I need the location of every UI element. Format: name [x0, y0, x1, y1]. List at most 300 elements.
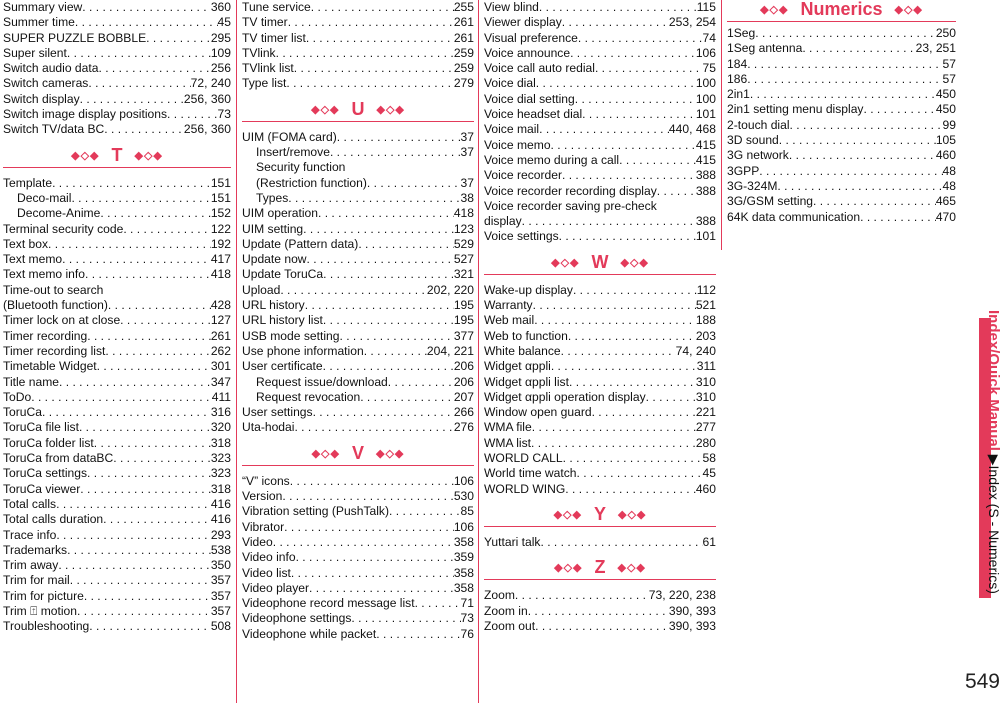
entry-term: Widget αppli operation display — [484, 389, 646, 404]
entry-page-numbers: 38 — [460, 190, 474, 205]
leader-dots — [123, 222, 211, 237]
entry-term: Text memo info — [3, 267, 85, 282]
index-entry — [484, 451, 716, 466]
leader-dots — [577, 466, 703, 481]
entry-page-numbers: 204, 221 — [426, 343, 474, 358]
leader-dots — [120, 313, 211, 328]
index-entry — [242, 627, 474, 642]
entry-page-numbers: 323 — [210, 466, 231, 481]
leader-dots — [646, 390, 696, 405]
leader-dots — [146, 31, 211, 46]
leader-dots — [570, 46, 696, 61]
entry-term: Visual preference — [484, 30, 578, 45]
leader-dots — [67, 543, 211, 558]
leader-dots — [306, 31, 454, 46]
index-entry — [484, 214, 716, 229]
entry-page-numbers: 388 — [695, 214, 716, 229]
entry-page-numbers: 57 — [942, 71, 956, 86]
entry-page-numbers: 61 — [702, 534, 716, 549]
entry-page-numbers: 357 — [210, 603, 231, 618]
entry-term: ToruCa settings — [3, 466, 88, 481]
entry-page-numbers: 99 — [942, 117, 956, 132]
index-entry — [484, 420, 716, 435]
entry-term: Version — [242, 489, 283, 504]
leader-dots — [294, 420, 453, 435]
leader-dots — [657, 184, 696, 199]
entry-term: Trim ⍐ motion — [3, 603, 78, 618]
index-entry — [242, 359, 474, 374]
entry-term: Voice headset dial — [484, 107, 583, 122]
entry-list — [3, 0, 231, 138]
entry-page-numbers: 388 — [695, 183, 716, 198]
entry-page-numbers: 261 — [453, 30, 474, 45]
section-header-numerics: ◆◇◆ Numerics ◆◇◆ — [727, 0, 956, 26]
index-entry — [242, 298, 474, 313]
leader-dots — [573, 283, 697, 298]
entry-page-numbers: 416 — [210, 512, 231, 527]
entry-page-numbers: 301 — [210, 359, 231, 374]
entry-term: Widget αppli list — [484, 374, 569, 389]
entry-page-numbers: 279 — [453, 76, 474, 91]
index-entry — [3, 122, 231, 137]
index-entry — [3, 0, 231, 15]
index-entry — [242, 520, 474, 535]
index-entry — [484, 482, 716, 497]
index-entry — [3, 589, 231, 604]
entry-page-numbers: 221 — [695, 405, 716, 420]
entry-term: Summer time — [3, 15, 75, 30]
entry-page-numbers: 350 — [210, 558, 231, 573]
entry-page-numbers: 358 — [453, 565, 474, 580]
entry-term: SUPER PUZZLE BOBBLE — [3, 30, 147, 45]
index-entry — [242, 329, 474, 344]
entry-page-numbers: 105 — [935, 133, 956, 148]
index-entry — [242, 130, 474, 145]
entry-page-numbers: 195 — [453, 313, 474, 328]
index-entry — [242, 283, 474, 298]
entry-term: Web to function — [484, 328, 568, 343]
leader-dots — [535, 619, 669, 634]
entry-term: URL history list — [242, 313, 323, 328]
entry-page-numbers: 127 — [210, 313, 231, 328]
entry-page-numbers: 280 — [695, 435, 716, 450]
entry-page-numbers: 48 — [942, 178, 956, 193]
leader-dots — [113, 451, 211, 466]
side-tab-label: Index/Quick Manual ▶Index (S - Numerics) — [985, 310, 1002, 594]
entry-term: “V” icons — [242, 473, 290, 488]
leader-dots — [578, 31, 703, 46]
entry-list — [242, 0, 474, 92]
entry-term: Use phone information — [242, 343, 364, 358]
index-entry — [727, 133, 956, 148]
entry-term: 3G/GSM setting — [727, 194, 814, 209]
entry-page-numbers: 428 — [210, 298, 231, 313]
leader-dots — [515, 588, 649, 603]
entry-term: 2-touch dial — [727, 117, 790, 132]
entry-page-numbers: 388 — [695, 168, 716, 183]
entry-page-numbers: 253, 254 — [668, 15, 716, 30]
section-header-t: ◆◇◆ T ◆◇◆ — [3, 138, 231, 176]
leader-dots — [562, 15, 669, 30]
entry-term: Insert/remove — [256, 145, 330, 160]
leader-dots — [303, 222, 454, 237]
index-entry — [484, 329, 716, 344]
entry-page-numbers: 195 — [453, 298, 474, 313]
entry-term: (Restriction function) — [256, 175, 367, 190]
index-entry — [242, 61, 474, 76]
index-entry — [242, 581, 474, 596]
leader-dots — [313, 405, 454, 420]
entry-term: World time watch — [484, 466, 577, 481]
entry-list — [242, 474, 474, 642]
index-entry — [484, 107, 716, 122]
leader-dots — [103, 512, 211, 527]
entry-page-numbers: 106 — [695, 45, 716, 60]
entry-page-numbers: 390, 393 — [668, 603, 716, 618]
section-header-w: ◆◇◆ W ◆◇◆ — [484, 245, 716, 283]
column-divider — [721, 0, 722, 250]
entry-term: Voice call auto redial — [484, 61, 595, 76]
entry-page-numbers: 390, 393 — [668, 618, 716, 633]
entry-page-numbers: 311 — [696, 359, 716, 374]
entry-page-numbers: 277 — [695, 420, 716, 435]
entry-page-numbers: 266 — [453, 405, 474, 420]
leader-dots — [52, 176, 211, 191]
index-entry — [242, 566, 474, 581]
index-entry — [484, 92, 716, 107]
leader-dots — [565, 482, 696, 497]
leader-dots — [311, 0, 454, 15]
entry-term: TV timer — [242, 15, 288, 30]
entry-term: Text box — [3, 236, 49, 251]
entry-term: Web mail — [484, 313, 535, 328]
leader-dots — [532, 420, 696, 435]
entry-term: Videophone record message list — [242, 596, 415, 611]
entry-page-numbers: 521 — [695, 298, 716, 313]
leader-dots — [71, 191, 210, 206]
leader-dots — [339, 329, 453, 344]
entry-term: Voice mail — [484, 122, 540, 137]
leader-dots — [534, 313, 696, 328]
index-entry — [727, 87, 956, 102]
leader-dots — [415, 596, 461, 611]
entry-list — [727, 26, 956, 225]
entry-page-numbers: 48 — [942, 163, 956, 178]
entry-page-numbers: 416 — [210, 496, 231, 511]
entry-list — [3, 176, 231, 635]
leader-dots — [100, 206, 210, 221]
entry-page-numbers: 358 — [453, 580, 474, 595]
index-entry — [484, 298, 716, 313]
entry-term: Voice settings — [484, 229, 559, 244]
index-entry — [242, 420, 474, 435]
leader-dots — [82, 0, 211, 15]
entry-term: 1Seg antenna — [727, 41, 803, 56]
entry-term: 3D sound — [727, 133, 779, 148]
entry-page-numbers: 101 — [695, 229, 716, 244]
leader-dots — [167, 107, 218, 122]
entry-page-numbers: 106 — [453, 519, 474, 534]
index-entry — [242, 504, 474, 519]
index-entry — [727, 164, 956, 179]
leader-dots — [288, 191, 460, 206]
index-entry — [484, 588, 716, 603]
entry-term: Viewer display — [484, 15, 562, 30]
entry-page-numbers: 45 — [217, 15, 231, 30]
leader-dots — [619, 153, 696, 168]
index-entry — [242, 405, 474, 420]
leader-dots — [330, 145, 461, 160]
entry-page-numbers: 310 — [695, 374, 716, 389]
index-entry — [3, 573, 231, 588]
entry-term: Tune service — [242, 0, 311, 14]
leader-dots — [779, 133, 936, 148]
leader-dots — [104, 122, 184, 137]
entry-term: Total calls duration — [3, 512, 104, 527]
entry-term: Voice dial — [484, 76, 536, 91]
entry-page-numbers: 74, 240 — [675, 343, 716, 358]
entry-page-numbers: 85 — [460, 504, 474, 519]
entry-term: Update (Pattern data) — [242, 236, 359, 251]
entry-page-numbers: 255 — [453, 0, 474, 14]
leader-dots — [376, 627, 460, 642]
entry-page-numbers: 188 — [695, 313, 716, 328]
entry-term: Request issue/download — [256, 374, 388, 389]
section-header-y: ◆◇◆ Y ◆◇◆ — [484, 497, 716, 535]
leader-dots — [62, 252, 211, 267]
entry-page-numbers: 377 — [453, 328, 474, 343]
entry-page-numbers: 123 — [453, 221, 474, 236]
index-entry — [484, 466, 716, 481]
entry-term: Switch audio data — [3, 61, 99, 76]
index-entry — [3, 191, 231, 206]
entry-term: Troubleshooting — [3, 619, 90, 634]
leader-dots — [42, 405, 211, 420]
leader-dots — [388, 375, 454, 390]
entry-term: 3GPP — [727, 163, 760, 178]
index-entry — [242, 191, 474, 206]
entry-page-numbers: 470 — [935, 209, 956, 224]
entry-page-numbers: 318 — [210, 435, 231, 450]
index-entry — [242, 596, 474, 611]
entry-page-numbers: 207 — [453, 389, 474, 404]
entry-page-numbers: 310 — [695, 389, 716, 404]
entry-page-numbers: 256 — [210, 61, 231, 76]
leader-dots — [290, 474, 454, 489]
entry-page-numbers: 415 — [695, 137, 716, 152]
index-entry — [727, 26, 956, 41]
entry-page-numbers: 450 — [935, 102, 956, 117]
index-entry — [242, 15, 474, 30]
entry-term: Summary view — [3, 0, 83, 14]
entry-page-numbers: 206 — [453, 374, 474, 389]
leader-dots — [755, 26, 936, 41]
section-header-u: ◆◇◆ U ◆◇◆ — [242, 92, 474, 130]
entry-term: 3G network — [727, 148, 789, 163]
leader-dots — [77, 604, 211, 619]
entry-term: Trademarks — [3, 542, 68, 557]
entry-page-numbers: 112 — [696, 282, 716, 297]
entry-term: Deco-mail — [17, 190, 72, 205]
entry-term: Timer recording — [3, 328, 88, 343]
entry-term: Decome-Anime — [17, 206, 101, 221]
index-entry — [3, 543, 231, 558]
entry-term: WMA list — [484, 435, 532, 450]
entry-page-numbers: 37 — [460, 175, 474, 190]
leader-dots — [759, 164, 942, 179]
entry-term: Window open guard — [484, 405, 592, 420]
entry-page-numbers: 276 — [453, 420, 474, 435]
leader-dots — [568, 329, 696, 344]
index-entry — [242, 611, 474, 626]
index-entry — [484, 436, 716, 451]
leader-dots — [582, 107, 696, 122]
entry-term: WORLD WING — [484, 481, 566, 496]
leader-dots — [323, 359, 454, 374]
entry-term: 3G-324M — [727, 178, 778, 193]
entry-term: Trim for mail — [3, 573, 70, 588]
entry-term: 186 — [727, 71, 748, 86]
entry-term: 64K data communication — [727, 209, 861, 224]
entry-term: ToruCa viewer — [3, 481, 81, 496]
leader-dots — [747, 57, 942, 72]
entry-term: Timer recording list — [3, 343, 106, 358]
entry-page-numbers: 72, 240 — [190, 76, 231, 91]
index-column-4 — [727, 0, 956, 225]
side-tab — [972, 0, 1004, 598]
entry-term: TV timer list — [242, 30, 306, 45]
leader-dots — [31, 390, 211, 405]
leader-dots — [59, 375, 211, 390]
leader-dots — [88, 76, 190, 91]
entry-term: TVlink list — [242, 61, 294, 76]
leader-dots — [80, 92, 184, 107]
index-entry-text: Time-out to search — [3, 282, 104, 297]
index-entry — [727, 194, 956, 209]
leader-dots — [309, 581, 454, 596]
entry-term: Yuttari talk — [484, 534, 541, 549]
entry-term: Vibrator — [242, 519, 285, 534]
entry-term: Request revocation — [256, 389, 361, 404]
entry-page-numbers: 261 — [453, 15, 474, 30]
entry-page-numbers: 259 — [453, 61, 474, 76]
entry-term: ToruCa file list — [3, 420, 79, 435]
entry-page-numbers: 122 — [210, 221, 231, 236]
entry-term: Total calls — [3, 496, 57, 511]
leader-dots — [108, 298, 211, 313]
index-entry — [484, 15, 716, 30]
entry-term: USB mode setting — [242, 328, 340, 343]
entry-term: Video info — [242, 550, 296, 565]
index-entry — [484, 619, 716, 634]
entry-term: Voice dial setting — [484, 91, 575, 106]
index-entry — [3, 76, 231, 91]
entry-page-numbers: 295 — [210, 30, 231, 45]
entry-term: ToruCa — [3, 405, 42, 420]
leader-dots — [288, 15, 454, 30]
entry-page-numbers: 45 — [702, 466, 716, 481]
index-entry — [3, 359, 231, 374]
entry-term: Video player — [242, 580, 310, 595]
column-divider — [478, 0, 479, 703]
entry-term: ToruCa folder list — [3, 435, 94, 450]
index-entry — [242, 489, 474, 504]
index-entry — [484, 283, 716, 298]
index-entry — [484, 405, 716, 420]
index-entry — [242, 145, 474, 160]
index-entry — [242, 206, 474, 221]
entry-term: Zoom out — [484, 618, 536, 633]
leader-dots — [89, 619, 211, 634]
index-entry — [484, 76, 716, 91]
entry-term: Videophone settings — [242, 611, 352, 626]
entry-term: Wake-up display — [484, 282, 573, 297]
entry-page-numbers: 256, 360 — [183, 91, 231, 106]
index-column-2 — [242, 0, 474, 642]
leader-dots — [592, 405, 696, 420]
leader-dots — [337, 130, 461, 145]
leader-dots — [84, 589, 211, 604]
leader-dots — [358, 237, 454, 252]
entry-term: Switch cameras — [3, 76, 89, 91]
entry-term: Terminal security code — [3, 221, 124, 236]
entry-page-numbers: 360 — [210, 0, 231, 14]
leader-dots — [87, 329, 211, 344]
entry-page-numbers: 57 — [942, 56, 956, 71]
entry-page-numbers: 323 — [210, 451, 231, 466]
index-entry — [3, 451, 231, 466]
entry-term: Title name — [3, 374, 60, 389]
entry-term: Text memo — [3, 252, 63, 267]
index-entry — [242, 535, 474, 550]
entry-list — [484, 588, 716, 634]
index-entry — [3, 604, 231, 619]
entry-term: Voice memo — [484, 137, 551, 152]
entry-page-numbers: 293 — [210, 527, 231, 542]
index-entry — [3, 619, 231, 634]
index-entry — [3, 298, 231, 313]
index-entry — [3, 405, 231, 420]
entry-term: Switch display — [3, 91, 80, 106]
entry-term: 2in1 — [727, 87, 750, 102]
entry-term: URL history — [242, 298, 305, 313]
entry-term: ToDo — [3, 389, 32, 404]
leader-dots — [305, 298, 454, 313]
entry-term: 2in1 setting menu display — [727, 102, 864, 117]
entry-page-numbers: 440, 468 — [668, 122, 716, 137]
leader-dots — [282, 489, 453, 504]
entry-page-numbers: 76 — [460, 626, 474, 641]
leader-dots — [85, 267, 211, 282]
index-entry — [484, 168, 716, 183]
index-entry — [727, 210, 956, 225]
leader-dots — [280, 283, 427, 298]
index-entry — [3, 420, 231, 435]
index-entry — [242, 313, 474, 328]
entry-term: (Bluetooth function) — [3, 298, 108, 313]
leader-dots — [364, 344, 427, 359]
leader-dots — [284, 520, 454, 535]
leader-dots — [70, 573, 211, 588]
entry-term: Uta-hodai — [242, 420, 295, 435]
entry-page-numbers: 115 — [696, 0, 716, 14]
leader-dots — [569, 375, 696, 390]
entry-term: Template — [3, 175, 53, 190]
entry-term: Video list — [242, 565, 291, 580]
entry-term: Update now — [242, 252, 307, 267]
index-entry — [242, 474, 474, 489]
entry-term: 1Seg — [727, 26, 756, 40]
